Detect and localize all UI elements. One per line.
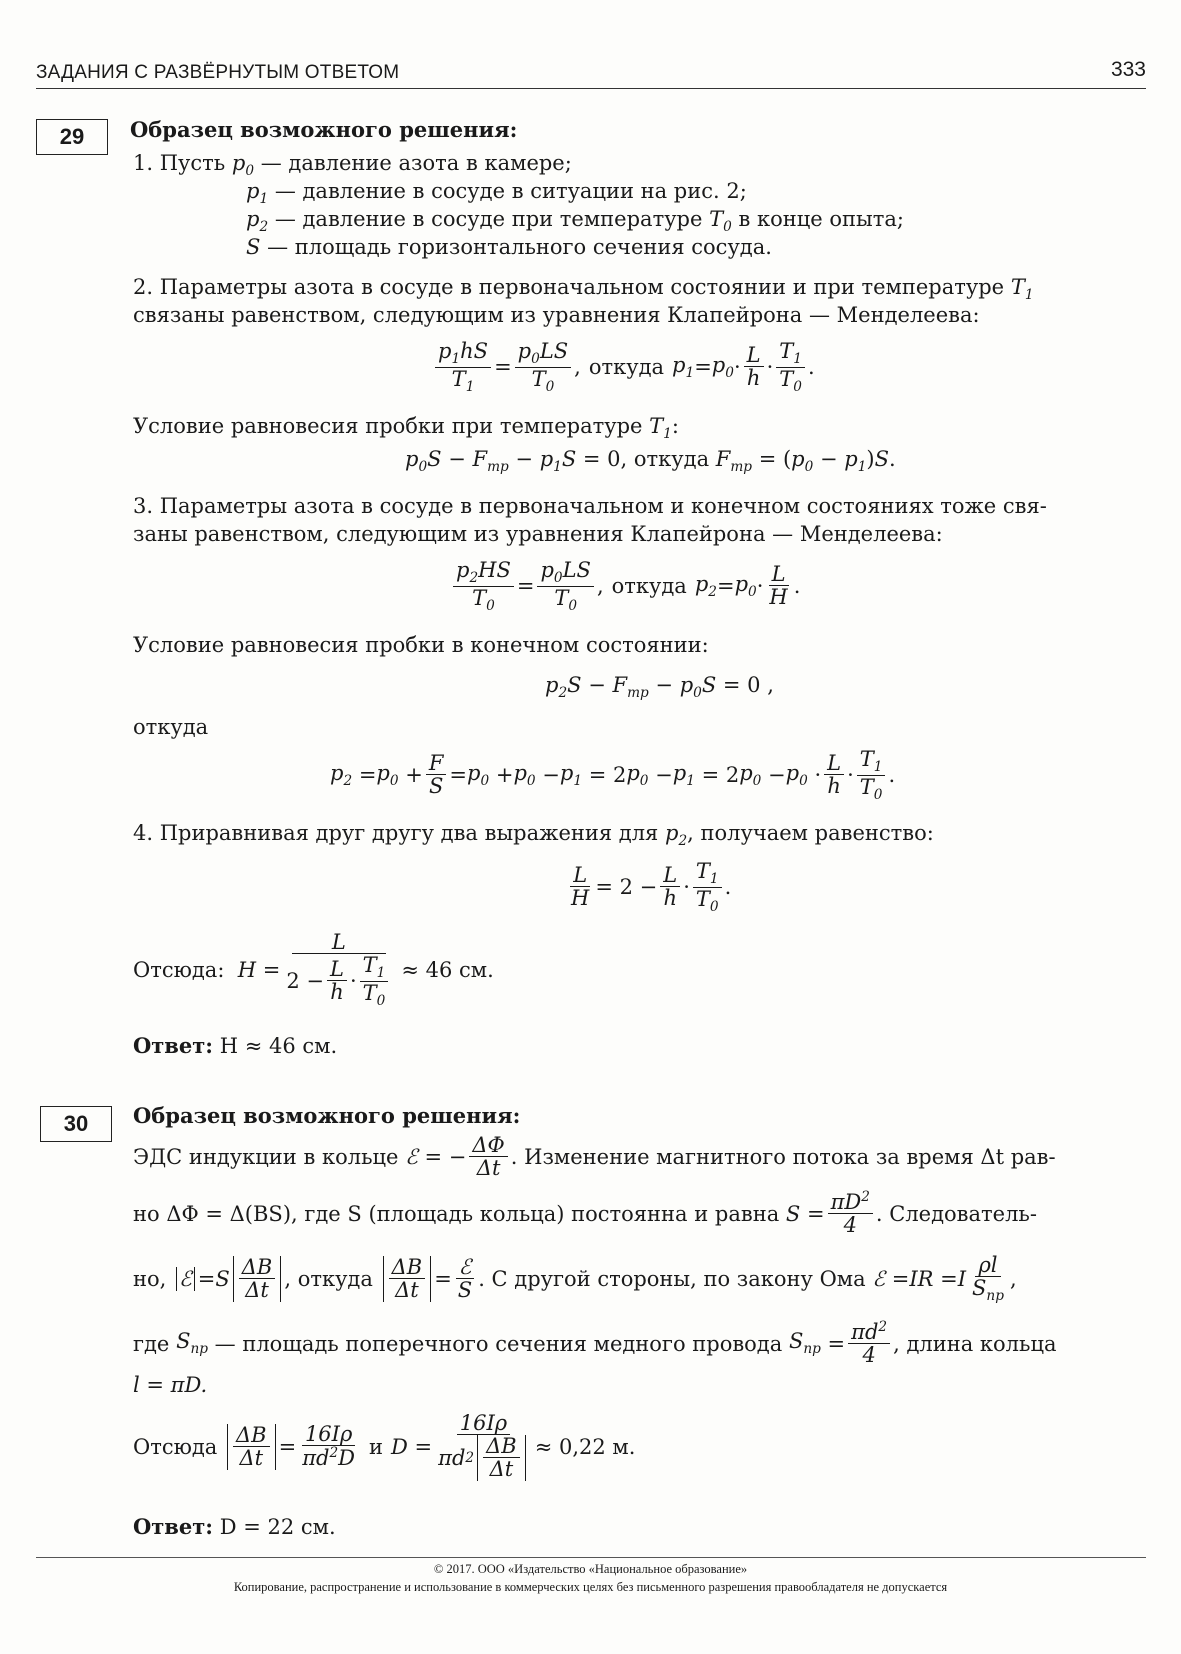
task29-step4: 4. Приравнивая друг другу два выражения для $p_2$, получаем равенство: bbox=[133, 821, 934, 850]
task29-step1-d: S — площадь горизонтального сечения сосуда. bbox=[246, 235, 772, 259]
task30-line-4: где $S_{пр}$ — площадь поперечного сечения медного провода $S_{пр}$ = $\frac{\pi d^2}{4}$ , длина кольца bbox=[133, 1319, 1057, 1368]
task29-condition-2: Условие равновесия пробки в конечном состоянии: bbox=[133, 633, 709, 657]
footer-notice: Копирование, распространение и использование в коммерческих целях без письменного разрешения правообладателя не допускается bbox=[233, 1580, 948, 1594]
task29-equation-1: $\frac{p_1hS}{T_1}$ = $\frac{p_0LS}{T_0}$ , откуда $p_1$ = $p_0$ · $\frac{L}{h}$ · $\frac{T_1}{T_0}$ . bbox=[432, 340, 815, 395]
task29-condition-1: Условие равновесия пробки при температуре $T_1$: bbox=[133, 414, 679, 443]
task29-equation-3: $\frac{p_2HS}{T_0}$ = $\frac{p_0LS}{T_0}$ , откуда $p_2$ = $p_0$ · $\frac{L}{H}$ . bbox=[450, 559, 800, 614]
task29-heading: Образец возможного решения: bbox=[130, 117, 518, 142]
task29-result-formula: Отсюда: H = L 2 − $\frac{L}{h}$ · $\frac{T_1}{T_0}$ ≈ 46 см. bbox=[133, 930, 494, 1009]
task29-otkuda: откуда bbox=[133, 715, 209, 739]
task29-step1-c: $p_2$ — давление в сосуде при температуре $T_0$ в конце опыта; bbox=[246, 207, 904, 236]
footer-divider bbox=[36, 1557, 1146, 1558]
task30-line-5: l = πD. bbox=[133, 1373, 208, 1397]
task29-step1-a: 1. Пусть $p_0$ — давление азота в камере; bbox=[133, 151, 572, 180]
task29-step3-b: заны равенством, следующим из уравнения Клапейрона — Менделеева: bbox=[133, 522, 943, 546]
footer-copyright: © 2017. ООО «Издательство «Национальное образование» bbox=[433, 1562, 748, 1576]
task29-step1-b: $p_1$ — давление в сосуде в ситуации на рис. 2; bbox=[246, 179, 747, 208]
task29-answer: Ответ: H ≈ 46 см. bbox=[133, 1033, 338, 1058]
task29-step2-a: 2. Параметры азота в сосуде в первоначальном состоянии и при температуре $T_1$ bbox=[133, 275, 1034, 304]
section-title: ЗАДАНИЯ С РАЗВЁРНУТЫМ ОТВЕТОМ bbox=[36, 62, 400, 83]
task30-answer: Ответ: D = 22 см. bbox=[133, 1514, 336, 1539]
task29-equation-6: $\frac{L}{H}$ = 2 − $\frac{L}{h}$ · $\frac{T_1}{T_0}$ . bbox=[571, 859, 732, 915]
task29-equation-5: $p_2$ = $p_0$ + $\frac{F}{S}$ = $p_0$ + $p_0$ − $p_1$ = 2 $p_0$ − $p_1$ = 2 $p_0$ − $p_0$ · $\frac{L}{h}$ · $\frac{T_1}{T_0}$ . bbox=[330, 747, 896, 803]
task-number-30: 30 bbox=[40, 1106, 112, 1142]
page-header bbox=[36, 58, 1146, 89]
task30-line-3: но, ℰ = S $\frac{\Delta B}{\Delta t}$ , откуда $\frac{\Delta B}{\Delta t}$ = $\frac{\text{ℰ}}{S}$ . С другой стороны, по закону Ома ℰ = IR = I $\frac{\rho l}{S_{пр}}$ , bbox=[133, 1253, 1017, 1305]
task29-equation-4: $p_2S - F_{тр} - p_0S = 0$ , bbox=[545, 673, 774, 702]
task29-step3-a: 3. Параметры азота в сосуде в первоначальном и конечном состояниях тоже свя- bbox=[133, 494, 1047, 518]
task29-step2-b: связаны равенством, следующим из уравнения Клапейрона — Менделеева: bbox=[133, 303, 980, 327]
task30-line-2: но ΔΦ = Δ(BS), где S (площадь кольца) постоянна и равна S = $\frac{\pi D^2}{4}$ . Следователь- bbox=[133, 1189, 1037, 1238]
task30-result-formula: Отсюда $\frac{\Delta B}{\Delta t}$ = $\frac{16I\rho}{\pi d^2D}$ и D = 16Iρ πd 2 $\frac{\Delta B}{\Delta t}$ ≈ 0,22 м. bbox=[133, 1411, 636, 1482]
task29-equation-2: $p_0S - F_{тр} - p_1S = 0$, откуда $F_{тр} = (p_0 - p_1)S$. bbox=[405, 447, 896, 476]
task30-heading: Образец возможного решения: bbox=[133, 1103, 521, 1128]
task30-line-1: ЭДС индукции в кольце ℰ = − $\frac{\Delta\Phi}{\Delta t}$ . Изменение магнитного потока за время Δt рав- bbox=[133, 1133, 1056, 1181]
page-number: 333 bbox=[1110, 58, 1146, 81]
task-number-29: 29 bbox=[36, 119, 108, 155]
